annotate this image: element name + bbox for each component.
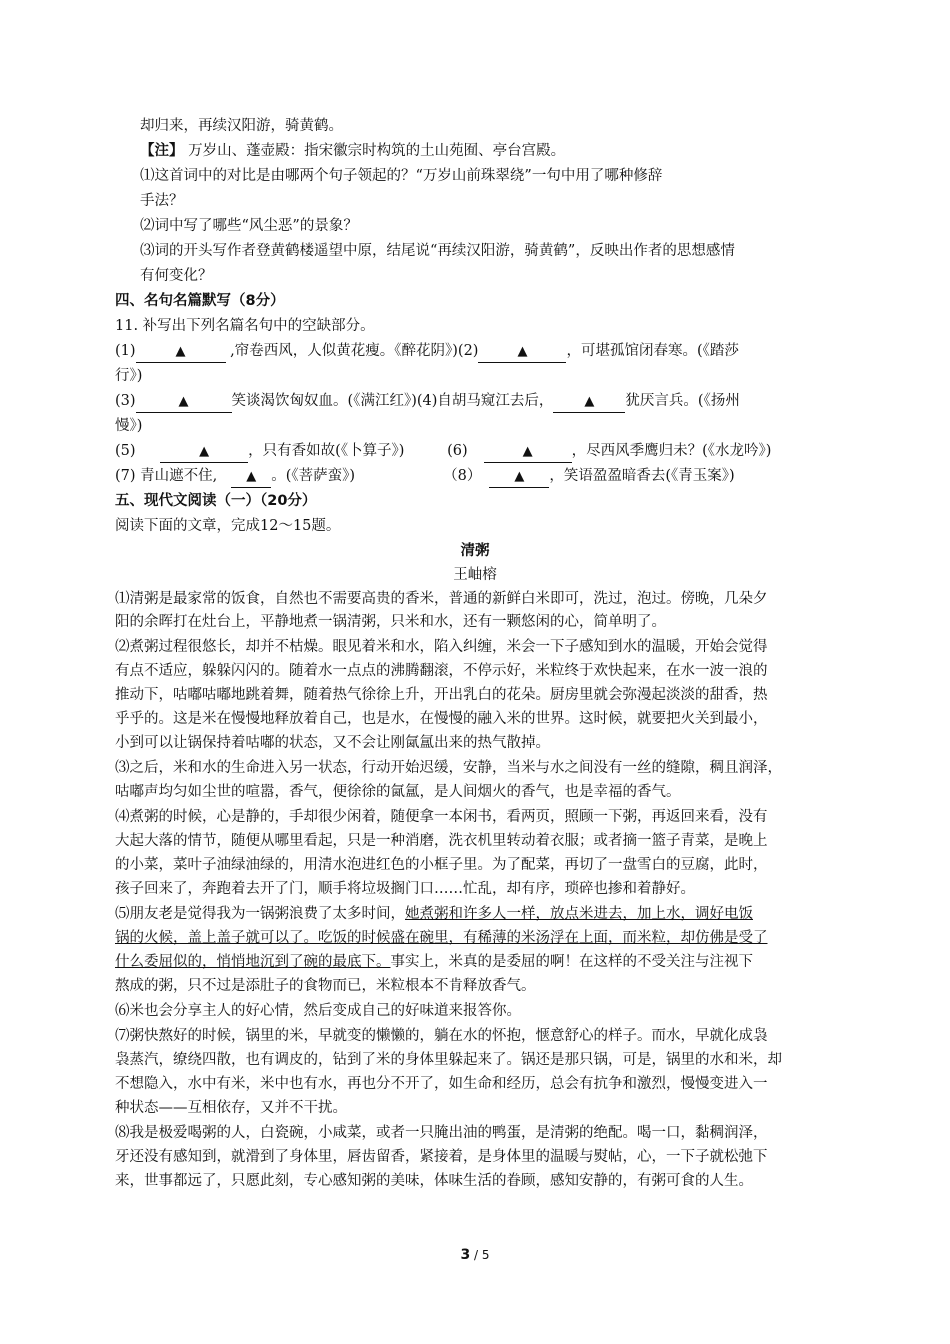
fill-2-number: (2): [457, 343, 479, 359]
para-6: ⑹米也会分享主人的好心情，然后变成自己的好味道来报答你。: [115, 1003, 521, 1019]
para-1-line: 阳的余晖打在灶台上，平静地煮一锅清粥，只米和水，还有一颗悠闲的心，简单明了。: [115, 614, 666, 630]
fill-6-blank[interactable]: ▲: [484, 442, 572, 463]
question-3-line2: 有何变化？: [140, 268, 213, 284]
para-4-line: 的小菜，菜叶子油绿油绿的，用清水泡进红色的小框子里。为了配菜，再切了一盘雪白的豆腐，此时，: [115, 857, 768, 873]
question-3-line1: ⑶词的开头写作者登黄鹤楼遥望中原，结尾说“再续汉阳游，骑黄鹤”，反映出作者的思想感情: [140, 243, 735, 259]
fill-3-number: (3): [115, 393, 136, 409]
fill-6-text: ，尽西风季鹰归未？(《水龙吟》): [571, 443, 772, 459]
para-5-underlined: 什么委屈似的，悄悄地沉到了碗的最底下。: [115, 954, 391, 970]
para-8-line: 来，世事都远了，只愿此刻，专心感知粥的美味，体味生活的眷顾，感知安静的，有粥可食的人生。: [115, 1173, 753, 1189]
para-7-line: 种状态——互相依存，又并不干扰。: [115, 1100, 347, 1116]
fill-3-blank[interactable]: ▲: [136, 392, 232, 413]
article-author: 王岫榕: [453, 567, 497, 583]
para-5-line-4: 熬成的粥，只不过是添肚子的食物而已，米粒根本不肯释放香气。: [115, 978, 536, 994]
fill-row-2-cont: 慢》): [115, 418, 143, 434]
fill-row-1-cont: 行》): [115, 368, 143, 384]
fill-2-blank[interactable]: ▲: [478, 342, 566, 363]
question-1-line1: ⑴这首词中的对比是由哪两个句子领起的？“万岁山前珠翠绕”一句中用了哪种修辞: [140, 168, 663, 184]
fill-4-blank[interactable]: ▲: [553, 392, 625, 413]
fill-1-blank[interactable]: ▲: [136, 342, 226, 363]
article-title: 清粥: [460, 543, 490, 559]
question-11-stem: 11. 补写出下列名篇名句中的空缺部分。: [115, 318, 375, 334]
fill-2-text: ，可堪孤馆闭春寒。(《踏莎: [566, 343, 739, 359]
fill-row-1: [115, 341, 739, 363]
note-label: 【注】: [140, 143, 184, 159]
para-8-line: 牙还没有感知到，就滑到了身体里，唇齿留香，紧接着，是身体里的温暖与熨帖，心，一下子就松弛下: [115, 1149, 768, 1165]
para-5-line-2: 锅的火候，盖上盖子就可以了。吃饭的时候盛在碗里，有稀薄的米汤浮在上面，而米粒，却仿佛是受了: [115, 930, 768, 946]
para-7-line: 不想隐入，水中有米，米中也有水，再也分不开了，如生命和经历，总会有抗争和激烈，慢慢变进入一: [115, 1076, 768, 1092]
para-5-line-3: [115, 952, 753, 972]
fill-4-text: (4)自胡马窥江去后，: [416, 393, 554, 409]
page-number: [0, 1245, 950, 1265]
fill-7-blank[interactable]: ▲: [231, 467, 271, 488]
para-2-line: ⑵煮粥过程很悠长，却并不枯燥。眼见着米和水，陷入纠缠，米会一下子感知到水的温暖，开始会觉得: [115, 639, 768, 655]
fill-3-text: 笑谈渴饮匈奴血。(《满江红》): [231, 393, 417, 409]
para-4-line: ⑷煮粥的时候，心是静的，手却很少闲着，随便拿一本闲书，看两页，照顾一下粥，再返回来看，没有: [115, 809, 768, 825]
para-5-plain: ⑸朋友老是觉得我为一锅粥浪费了太多时间，: [115, 906, 405, 922]
section-5-title: 五、现代文阅读（一）（20分）: [115, 493, 317, 509]
fill-5-number: (5): [115, 443, 136, 459]
fill-1-text: ,帘卷西风，人似黄花瘦。《醉花阴》): [225, 343, 458, 359]
page-current: 3: [460, 1247, 471, 1263]
section-4-title: 四、名句名篇默写（8分）: [115, 293, 285, 309]
para-1-line: ⑴清粥是最家常的饭食，自然也不需要高贵的香米，普通的新鲜白米即可，洗过，泡过。傍晚，几朵夕: [115, 591, 768, 607]
fill-5-blank[interactable]: ▲: [160, 442, 248, 463]
para-5-plain: 事实上，米真的是委屈的啊！在这样的不受关注与注视下: [390, 954, 753, 970]
question-1-line2: 手法？: [140, 193, 184, 209]
para-2-line: 小到可以让锅保持着咕嘟的状态，又不会让刚氤氲出来的热气散掉。: [115, 735, 550, 751]
fill-1-number: (1): [115, 343, 136, 359]
fill-5-text: ，只有香如故(《卜算子》): [248, 443, 405, 459]
fill-row-4: [115, 466, 735, 488]
fill-4-tail: 犹厌言兵。(《扬州: [625, 393, 740, 409]
para-8-line: ⑻我是极爱喝粥的人，白瓷碗，小咸菜，或者一只腌出油的鸭蛋，是清粥的绝配。喝一口，黏稠润泽，: [115, 1125, 768, 1141]
para-4-line: 大起大落的情节，随便从哪里看起，只是一种消磨，洗衣机里转动着衣服；或者摘一篮子青菜，是晚上: [115, 833, 768, 849]
para-3-line: 咕嘟声均匀如尘世的喧嚣，香气，便徐徐的氤氲，是人间烟火的香气，也是幸福的香气。: [115, 784, 681, 800]
fill-6-number: (6): [447, 443, 468, 459]
fill-7-text: (7) 青山遮不住,: [115, 468, 218, 484]
question-2: ⑵词中写了哪些“风尘恶”的景象？: [140, 218, 358, 234]
para-4-line: 孩子回来了，奔跑着去开了门，顺手将垃圾搁门口……忙乱，却有序，琐碎也掺和着静好。: [115, 881, 695, 897]
page-total: / 5: [470, 1248, 490, 1262]
fill-7-tail: 。(《菩萨蛮》): [271, 468, 356, 484]
reading-instruction: 阅读下面的文章，完成12～15题。: [115, 518, 341, 534]
fill-8-number: （8）: [443, 468, 482, 484]
para-2-line: 推动下，咕嘟咕嘟地跳着舞，随着热气徐徐上升，开出乳白的花朵。厨房里就会弥漫起淡淡的甜香，热: [115, 687, 768, 703]
fill-8-text: ，笑语盈盈暗香去(《青玉案》): [549, 468, 735, 484]
fill-8-blank[interactable]: ▲: [489, 467, 549, 488]
fill-row-2: [115, 391, 740, 413]
para-7-line: 袅蒸汽，缭绕四散，也有调皮的，钻到了米的身体里躲起来了。锅还是那只锅，可是，锅里的水和米，却: [115, 1052, 782, 1068]
note: [140, 141, 565, 161]
note-text: 万岁山、蓬壶殿：指宋徽宗时构筑的土山苑囿、亭台宫殿。: [183, 143, 566, 159]
fill-row-3: [115, 441, 845, 463]
para-2-line: 有点不适应，躲躲闪闪的。随着水一点点的沸腾翻滚，不停示好，米粒终于欢快起来，在水一波一浪的: [115, 663, 768, 679]
para-5-underlined: 她煮粥和许多人一样，放点米进去，加上水，调好电饭: [405, 906, 753, 922]
para-3-line: ⑶之后，米和水的生命进入另一状态，行动开始迟缓，安静，当米与水之间没有一丝的缝隙，稠且润泽，: [115, 760, 782, 776]
para-2-line: 乎乎的。这是米在慢慢地释放着自己，也是水，在慢慢的融入米的世界。这时候，就要把火关到最小，: [115, 711, 768, 727]
para-5-line-1: [115, 904, 753, 924]
para-7-line: ⑺粥快熬好的时候，锅里的米，早就变的懒懒的，躺在水的怀抱，惬意舒心的样子。而水，早就化成袅: [115, 1028, 768, 1044]
poem-tail: 却归来，再续汉阳游，骑黄鹤。: [140, 118, 343, 134]
